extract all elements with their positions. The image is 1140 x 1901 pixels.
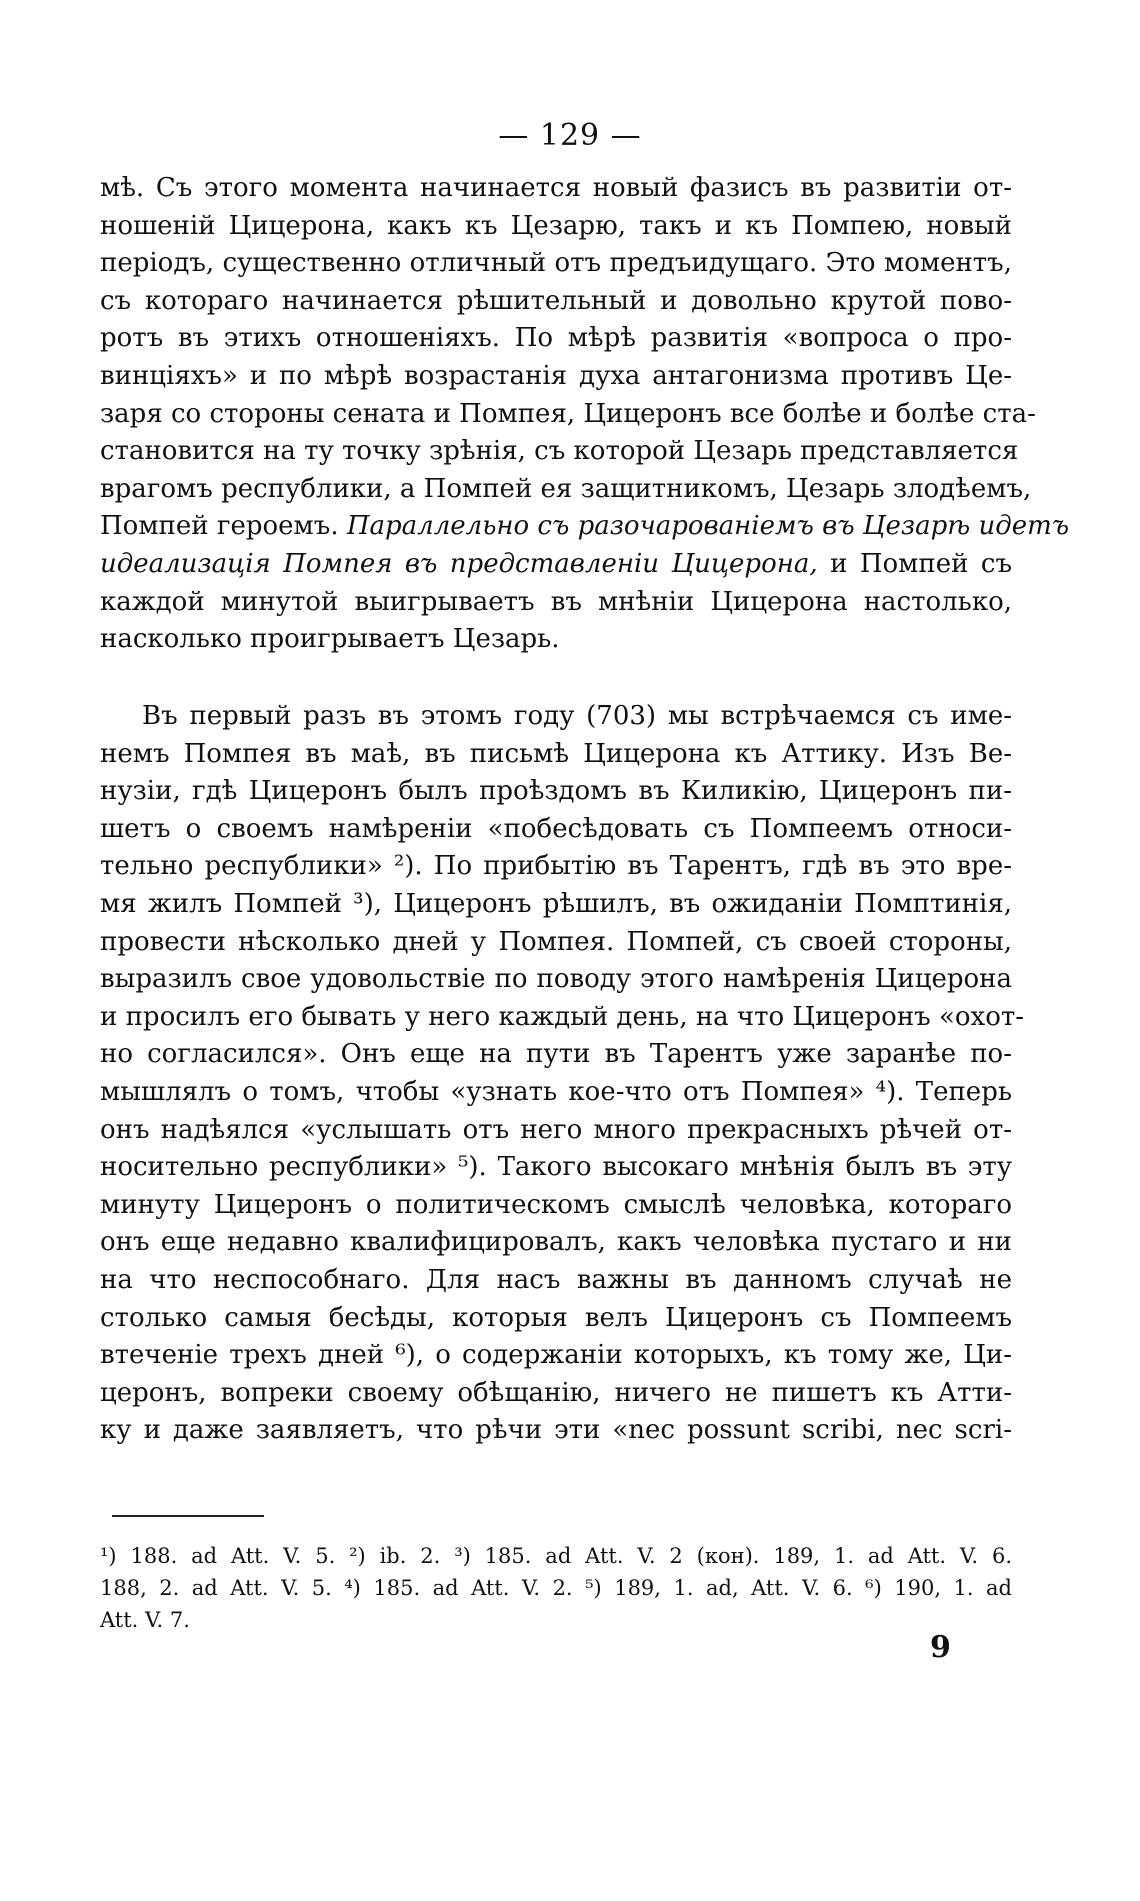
text-line: Въ первый разъ въ этомъ году (703) мы встрѣчаемся съ име- — [142, 701, 1012, 731]
paragraph-2 — [100, 698, 1025, 1450]
text-line: ротъ въ этихъ отношеніяхъ. По мѣрѣ развитія «вопроса о про- — [100, 323, 1012, 354]
text-line: но согласился». Онъ еще на пути въ Тарентъ уже заранѣе по- — [100, 1039, 1012, 1070]
text-line-mixed — [100, 508, 1070, 546]
text-line: на что неспособнаго. Для насъ важны въ данномъ случаѣ не — [100, 1264, 1012, 1295]
signature-mark: 9 — [930, 1630, 951, 1665]
text-segment: и Помпей съ — [830, 548, 1013, 579]
text-line: и просилъ его бывать у него каждый день, на что Цицеронъ «охот- — [100, 1001, 1025, 1032]
text-line: насколько проигрываетъ Цезарь. — [100, 624, 560, 655]
text-line: шетъ о своемъ намѣреніи «побесѣдовать съ Помпеемъ относи- — [100, 813, 1012, 844]
page-number: — 129 — — [498, 118, 642, 153]
text-line: выразилъ свое удовольствіе по поводу этого намѣренія Цицерона — [100, 964, 1012, 995]
text-line: носительно республики» ⁵). Такого высокаго мнѣнія былъ въ эту — [100, 1152, 1012, 1183]
text-line: мышлялъ о томъ, чтобы «узнать кое-что отъ Помпея» ⁴). Теперь — [100, 1076, 1012, 1107]
text-line: онъ надѣялся «услышать отъ него много прекрасныхъ рѣчей от- — [100, 1114, 1012, 1145]
footnotes — [100, 1540, 1012, 1636]
text-line: мѣ. Съ этого момента начинается новый фазисъ въ развитіи от- — [100, 173, 1012, 203]
footnote-line: Att. V. 7. — [100, 1608, 190, 1632]
text-line: втеченіе трехъ дней ⁶), о содержаніи которыхъ, къ тому же, Ци- — [100, 1340, 1012, 1371]
text-line: становится на ту точку зрѣнія, съ которой Цезарь представляется — [100, 436, 1019, 467]
italic-segment: Параллельно съ разочарованіемъ въ Цезарѣ идетъ — [346, 511, 1070, 542]
text-line: столько самыя бесѣды, которыя велъ Цицеронъ съ Помпеемъ — [100, 1302, 1012, 1333]
text-line: съ котораго начинается рѣшительный и довольно крутой пово- — [100, 285, 1012, 316]
text-line: каждой минутой выигрываетъ въ мнѣніи Цицерона настолько, — [100, 586, 1012, 617]
text-line: нузіи, гдѣ Цицеронъ былъ проѣздомъ въ Киликію, Цицеронъ пи- — [100, 776, 1012, 807]
paragraph-1 — [100, 170, 1070, 659]
text-line: ку и даже заявляетъ, что рѣчи эти «nec possunt scribi, nec scri- — [100, 1415, 1012, 1446]
text-line: церонъ, вопреки своему обѣщанію, ничего не пишетъ къ Атти- — [100, 1377, 1012, 1408]
footnote-line: 188, 2. ad Att. V. 5. ⁴) 185. ad Att. V. 2. ⁵) 189, 1. ad, Att. V. 6. ⁶) 190, 1. ad — [100, 1576, 1012, 1600]
footnote-line: ¹) 188. ad Att. V. 5. ²) ib. 2. ³) 185. ad Att. V. 2 (кон). 189, 1. ad Att. V. 6. — [100, 1544, 1012, 1568]
text-line: ношеній Цицерона, какъ къ Цезарю, такъ и къ Помпею, новый — [100, 210, 1012, 241]
text-line: онъ еще недавно квалифицировалъ, какъ человѣка пустаго и ни — [100, 1227, 1012, 1258]
text-line: тельно республики» ²). По прибытію въ Тарентъ, гдѣ въ это вре- — [100, 851, 1012, 882]
text-line: немъ Помпея въ маѣ, въ письмѣ Цицерона къ Аттику. Изъ Ве- — [100, 738, 1012, 769]
text-line: провести нѣсколько дней у Помпея. Помпей, съ своей стороны, — [100, 926, 1012, 957]
italic-segment: идеализація Помпея въ представленіи Цицерона, — [100, 548, 818, 579]
text-line: заря со стороны сената и Помпея, Цицеронъ все болѣе и болѣе ста- — [100, 398, 1036, 429]
text-line: минуту Цицеронъ о политическомъ смыслѣ человѣка, котораго — [100, 1189, 1012, 1220]
footnote-divider — [112, 1515, 264, 1517]
text-line-mixed — [100, 546, 1012, 584]
text-line: винціяхъ» и по мѣрѣ возрастанія духа антагонизма противъ Це- — [100, 360, 1012, 391]
text-line: періодъ, существенно отличный отъ предъидущаго. Это моментъ, — [100, 248, 1012, 279]
text-line: мя жилъ Помпей ³), Цицеронъ рѣшилъ, въ ожиданіи Помптинія, — [100, 888, 1012, 919]
text-line: врагомъ республики, а Помпей ея защитникомъ, Цезарь злодѣемъ, — [100, 473, 1032, 504]
text-segment: Помпей героемъ. — [100, 511, 339, 542]
